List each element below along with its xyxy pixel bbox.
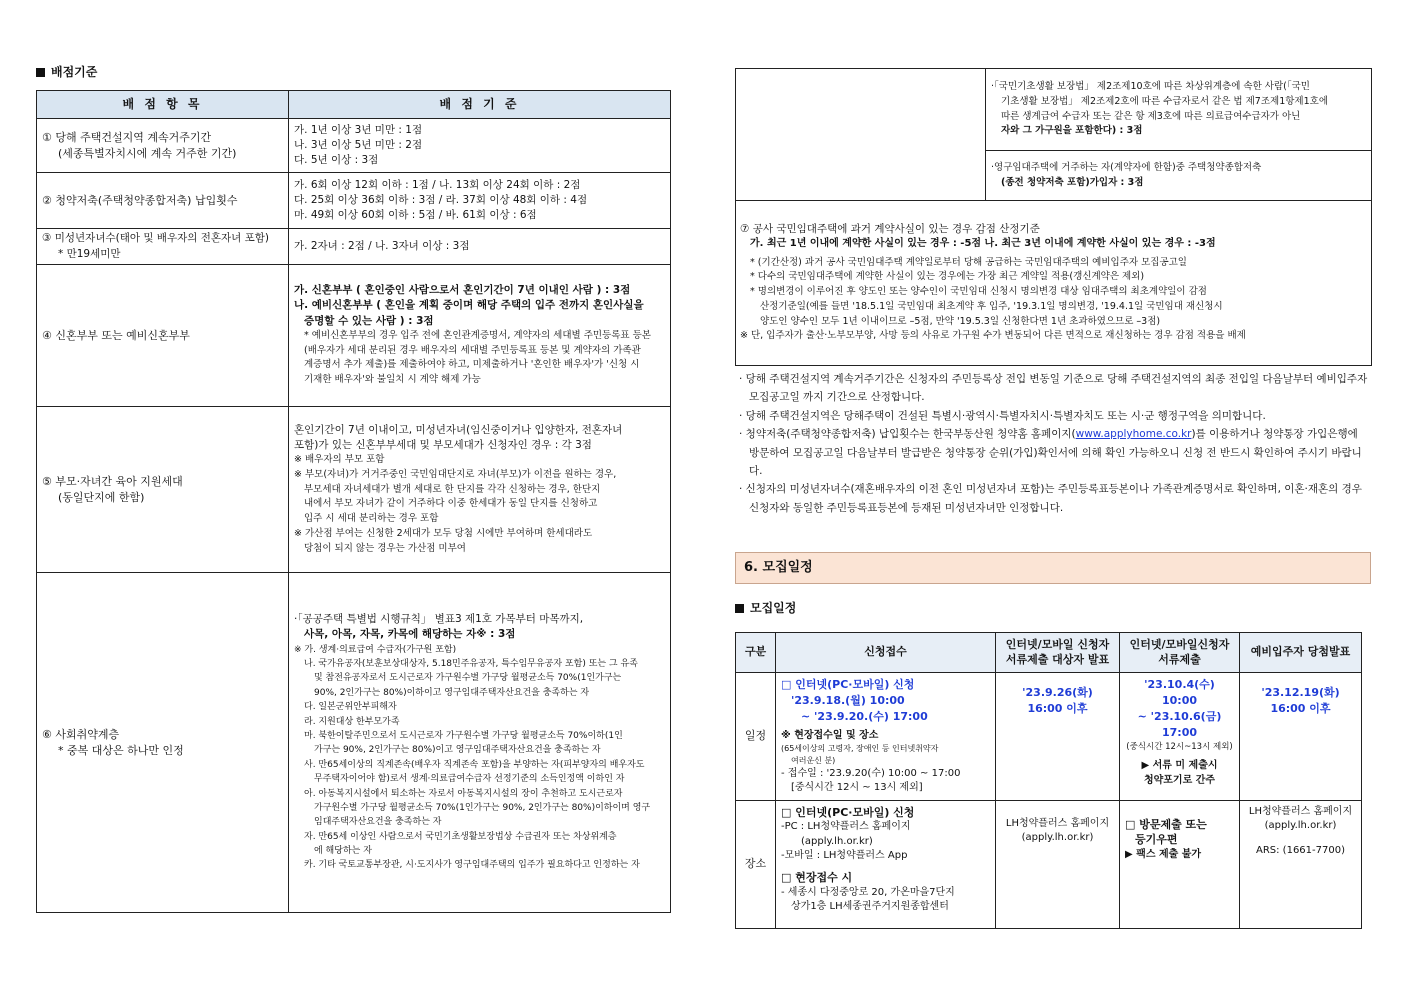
note-line: * 예비신혼부부의 경우 입주 전에 혼인관계증명서, 계약자의 세대별 주민등록표 등본 xyxy=(304,329,651,341)
row7-title: ⑦ 공사 국민임대주택에 과거 계약사실이 있는 경우 감점 산정기준 xyxy=(740,222,1040,235)
bullet-text: )를 이용하거나 청약통장 가입은행에 방문하여 모집공고일 다음날부터 발급받은 청약통장 순위(가입)확인서에 의해 확인 가능하오니 신청 전 반드시 확인하여 주시기 바랍니다. xyxy=(749,428,1362,477)
note-line: 에 해당하는 자 xyxy=(314,846,372,857)
notice-bullets xyxy=(735,370,1371,517)
criteria-line: 혼인기간이 7년 이내이고, 미성년자녀(임신중이거나 입양한자, 전혼자녀 xyxy=(294,423,623,436)
cell-line: ARS: (1661-7700) xyxy=(1256,844,1345,856)
note-line: 자. 만65세 이상인 사람으로서 국민기초생활보장법상 수급권자 또는 차상위계층 xyxy=(304,831,617,842)
cell-line: □ 방문제출 또는 xyxy=(1125,817,1207,831)
list-item: · 신청자의 미성년자녀수(재혼배우자의 이전 혼인 미성년자녀 포함)는 주민등록표등본이나 가족관계증명서로 확인하며, 이혼·재혼의 경우 신청자와 동일한 주민등록표등본에 등재된 미성년자녀만 인정합니다. xyxy=(739,483,1362,514)
cell-line: ▶ 팩스 제출 불가 xyxy=(1125,849,1202,861)
cell-line: ~ '23.10.6(금) 17:00 xyxy=(1137,709,1222,739)
note-line: 양도인 양수인 모두 1년 이내이므로 –5점, 만약 '19.5.3일 신청한다면 1년 초과하였으므로 –3점) xyxy=(760,315,1161,327)
cell-line: '23.9.18.(월) 10:00 xyxy=(791,693,905,707)
note-line: ·영구임대주택에 거주하는 자(계약자에 한함)중 주택청약종합저축 xyxy=(991,161,1262,173)
square-bullet-icon xyxy=(36,68,45,77)
criteria-line: ·「공공주택 특별법 시행규칙」 별표3 제1호 가목부터 마목까지, xyxy=(294,613,584,626)
note-line: 나. 국가유공자(보훈보상대상자, 5.18민주유공자, 특수임무유공자 포함) 또는 그 유족 xyxy=(304,658,638,669)
note-line: ※ 가산점 부여는 신청한 2세대가 모두 당첨 시에만 부여하며 한세대라도 xyxy=(294,527,593,539)
applyhome-link[interactable]: www.applyhome.co.kr xyxy=(1075,428,1192,441)
cell-line: (apply.lh.or.kr) xyxy=(1021,832,1094,843)
criteria-line: 나. 3년 이상 5년 미만 : 2점 xyxy=(294,138,423,151)
note-line: ·「국민기초생활 보장법」 제2조제10호에 따른 차상위계층에 속한 사람(「국민 xyxy=(991,81,1310,93)
cell-line: □ 인터넷(PC·모바일) 신청 xyxy=(781,678,915,691)
section-title: 모집일정 xyxy=(750,601,797,615)
header-doc-submit: 인터넷/모바일신청자 서류제출 xyxy=(1120,633,1240,673)
cell-line: 상가1층 LH세종권주거지원종합센터 xyxy=(791,901,949,913)
criteria-line: 다. 25회 이상 36회 이하 : 3점 / 라. 37회 이상 48회 이하 : 4점 xyxy=(294,193,588,206)
table-row xyxy=(37,173,671,229)
cell-line: (apply.lh.or.kr) xyxy=(1264,820,1337,831)
criteria-line: 마. 49회 이상 60회 이하 : 5점 / 바. 61회 이상 : 6점 xyxy=(294,209,537,222)
section-heading-schedule xyxy=(735,600,796,617)
cell-line: '23.9.26(화) xyxy=(1022,686,1093,699)
cell-line: (중식시간 12시~13시 제외) xyxy=(1126,741,1233,752)
note-line: 가구는 90%, 2인가구는 80%)이고 영구임대주택자산요건을 충족하는 자 xyxy=(314,745,601,756)
list-item xyxy=(735,425,1371,480)
row-item-label: ③ 미성년자녀수(태아 및 배우자의 전혼자녀 포함) xyxy=(42,232,270,245)
criteria-line: 다. 5년 이상 : 3점 xyxy=(294,154,379,167)
criteria-line: 나. 예비신혼부부 ( 혼인을 계획 중이며 해당 주택의 입주 전까지 혼인사실을 xyxy=(294,299,644,312)
cell-line: 여러운신 분) xyxy=(791,755,836,765)
row-item-sub: (세종특별자치시에 계속 거주한 기간) xyxy=(58,146,237,160)
note-line: 기초생활 보장법」 제2조제2호에 따른 수급자로서 같은 법 제7조제1항제1호에 xyxy=(1001,95,1328,107)
table-row xyxy=(37,407,671,573)
cell-line: ~ '23.9.20.(수) 17:00 xyxy=(801,709,928,723)
row7-line: 가. 최근 1년 이내에 계약한 사실이 있는 경우 : -5점 나. 최근 3년 이내에 계약한 사실이 있는 경우 : -3점 xyxy=(750,238,1216,250)
table-row xyxy=(37,265,671,407)
note-line: 가구원수별 가구당 월평균소득 70%(1인가구는 90%, 2인가구는 80%)이하이며 영구 xyxy=(314,802,651,813)
criteria-line: 가. 1년 이상 3년 미만 : 1점 xyxy=(294,123,423,136)
cell-line: LH청약플러스 홈페이지 xyxy=(1248,805,1353,817)
criteria-line: 가. 신혼부부 ( 혼인중인 사람으로서 혼인기간이 7년 이내인 사람 ) : 3점 xyxy=(294,284,631,297)
section-title: 배점기준 xyxy=(51,65,98,79)
cell-line: (apply.lh.or.kr) xyxy=(801,835,873,847)
row-item-label: ① 당해 주택건설지역 계속거주기간 xyxy=(42,130,212,144)
criteria-line: 가. 6회 이상 12회 이하 : 1점 / 나. 13회 이상 24회 이하 : 2점 xyxy=(294,178,581,191)
criteria-line: 사목, 아목, 자목, 카목에 해당하는 자※ : 3점 xyxy=(304,628,516,641)
row-item-label: ② 청약저축(주택청약종합저축) 납입횟수 xyxy=(37,173,289,229)
note-line: 90%, 2인가구는 80%)이하이고 영구임대주택자산요건을 충족하는 자 xyxy=(314,687,590,698)
cell-line: 16:00 이후 xyxy=(1270,701,1331,715)
note-line: 기재한 배우자'와 불일치 시 계약 해제 가능 xyxy=(304,374,481,386)
cell-line: ▶ 서류 미 제출시 xyxy=(1141,760,1218,772)
row-label: 장소 xyxy=(736,800,776,928)
note-line: 당첨이 되지 않는 경우는 가산점 미부여 xyxy=(304,542,466,554)
table-row xyxy=(37,229,671,265)
row-item-label: ④ 신혼부부 또는 예비신혼부부 xyxy=(37,265,289,407)
cell-line: LH청약플러스 홈페이지 xyxy=(1005,817,1110,829)
row-item-sub: * 만19세미만 xyxy=(58,247,121,260)
table-row xyxy=(736,800,1362,928)
table-row xyxy=(736,673,1362,801)
section-6-title: 6. 모집일정 xyxy=(735,552,1371,584)
header-doc-target-announce: 인터넷/모바일 신청자 서류제출 대상자 발표 xyxy=(996,633,1120,673)
schedule-table xyxy=(735,632,1362,929)
header-category: 구분 xyxy=(736,633,776,673)
note-line: 무주택자이어야 함)로서 생계·의료급여수급자 선정기준의 소득인정액 이하인 자 xyxy=(314,774,625,785)
note-line: 계증명서 추가 제출)를 제출하여야 하고, 미제출하거나 '혼인한 배우자'가 '신청 시 xyxy=(304,359,640,371)
note-line: 및 참전유공자로서 도시근로자 가구원수별 가구당 월평균소득 70%(1인가구는 xyxy=(314,673,622,684)
cell-line: - 접수일 : '23.9.20(수) 10:00 ~ 17:00 xyxy=(781,767,961,779)
cell-line: 청약포기로 간주 xyxy=(1143,774,1216,786)
note-line: 내에서 부모 자녀가 같이 거주하다 이중 한세대가 동일 단지를 신청하고 xyxy=(304,498,598,510)
note-line: 사. 만65세이상의 직계존속(배우자 직계존속 포함)을 부양하는 자(피부양자의 배우자도 xyxy=(304,759,645,770)
cell-line: ※ 현장접수일 및 장소 xyxy=(781,729,879,741)
note-line: (종전 청약저축 포함)가입자 : 3점 xyxy=(1001,176,1144,188)
cell-line: 등기우편 xyxy=(1135,833,1178,847)
row-item-sub: (동일단지에 한함) xyxy=(58,490,145,504)
cell-line: [중식시간 12시 ~ 13시 제외] xyxy=(791,782,923,793)
note-line: 부모세대 자녀세대가 별개 세대로 한 단지를 각각 신청하는 경우, 한단지 xyxy=(304,483,601,495)
cell-line: □ 현장접수 시 xyxy=(781,870,853,884)
bullet-text: · 청약저축(주택청약종합저축) 납입횟수는 한국부동산원 청약홈 홈페이지( xyxy=(739,428,1076,441)
criteria-line: 가. 2자녀 : 2점 / 나. 3자녀 이상 : 3점 xyxy=(289,229,671,265)
note-line: 자와 그 가구원을 포함한다) : 3점 xyxy=(1001,125,1143,137)
cell-line: -모바일 : LH청약플러스 App xyxy=(781,850,908,862)
note-line: ※ 부모(자녀)가 거거주중인 국민임대단지로 자녀(부모)가 이전을 원하는 경우, xyxy=(294,468,617,480)
note-line: 따른 생계급여 수급자 또는 같은 항 제3호에 따른 의료급여수급자가 아닌 xyxy=(1001,110,1301,122)
cell-line: - 세종시 다정중앙로 20, 가온마을7단지 xyxy=(781,886,955,898)
note-line: ※ 가. 생계·의료급여 수급자(가구원 포함) xyxy=(294,644,457,655)
note-line: 입주 시 세대 분리하는 경우 포함 xyxy=(304,513,439,525)
criteria-line: 포함)가 있는 신혼부부세대 및 부모세대가 신청자인 경우 : 각 3점 xyxy=(294,438,592,451)
note-line: 아. 아동복지시설에서 퇴소하는 자로서 아동복지시설의 장이 추천하고 도시근로자 xyxy=(304,788,623,799)
row-item-label: ⑤ 부모·자녀간 육아 지원세대 xyxy=(42,474,183,488)
header-criteria: 배 점 기 준 xyxy=(289,91,671,119)
list-item: · 당해 주택건설지역은 당해주택이 건설된 특별시·광역시·특별자치시·특별자치도 또는 시·군 행정구역을 의미합니다. xyxy=(739,409,1266,422)
list-item: · 당해 주택건설지역 계속거주기간은 신청자의 주민등록상 전입 변동일 기준으로 당해 주택건설지역의 최종 전입일 다음날부터 예비입주자 모집공고일 까지 기간으로 산정합니다. xyxy=(739,373,1368,404)
header-application: 신청접수 xyxy=(776,633,996,673)
note-line: 다. 일본군위안부피해자 xyxy=(304,702,397,713)
header-winner-announce: 예비입주자 당첨발표 xyxy=(1240,633,1362,673)
row-item-label: ⑥ 사회취약계층 xyxy=(42,727,120,741)
note-line: 라. 지원대상 한부모가족 xyxy=(304,716,400,727)
section-heading-scoring xyxy=(36,64,97,81)
header-item: 배 점 항 목 xyxy=(37,91,289,119)
note-line: ※ 단, 입주자가 출산·노부모부양, 사망 등의 사유로 가구원 수가 변동되어 다른 면적으로 재신청하는 경우 감점 적용을 배제 xyxy=(740,330,1246,342)
note-line: 임대주택자산요건을 충족하는 자 xyxy=(314,817,442,828)
criteria-line: 증명할 수 있는 사람 ) : 3점 xyxy=(304,314,434,327)
cell-line: -PC : LH청약플러스 홈페이지 xyxy=(781,821,911,833)
note-line: * 명의변경이 이루어진 후 양도인 또는 양수인이 국민임대 신청시 명의변경 대상 임대주택의 최초계약일이 감점 xyxy=(750,286,1207,298)
table-row xyxy=(37,119,671,173)
note-line: 마. 북한이탈주민으로서 도시근로자 가구원수별 가구당 월평균소득 70%이하(1인 xyxy=(304,730,623,741)
scoring-table xyxy=(36,90,671,913)
cell-line: □ 인터넷(PC·모바일) 신청 xyxy=(781,805,915,819)
note-line: * (기간산정) 과거 공사 국민임대주택 계약일로부터 당해 공급하는 국민임대주택의 예비입주자 모집공고일 xyxy=(750,256,1187,268)
cell-line: 16:00 이후 xyxy=(1027,701,1088,715)
note-line: * 다수의 국민임대주택에 계약한 사실이 있는 경우에는 가장 최근 계약일 적용(갱신계약은 제외) xyxy=(750,271,1145,283)
table-row xyxy=(736,69,1372,151)
row-label: 일정 xyxy=(736,673,776,801)
scoring-table-continued xyxy=(735,68,1372,366)
table-row xyxy=(736,201,1372,366)
row-item-sub: * 중복 대상은 하나만 인정 xyxy=(58,743,184,757)
cell-line: '23.12.19(화) xyxy=(1261,686,1340,699)
square-bullet-icon xyxy=(735,604,744,613)
note-line: ※ 배우자의 부모 포함 xyxy=(294,454,385,466)
table-row xyxy=(37,573,671,913)
note-line: 카. 기타 국토교통부장관, 시·도지사가 영구임대주택의 입주가 필요하다고 인정하는 자 xyxy=(304,860,640,871)
note-line: (배우자가 세대 분리된 경우 배우자의 세대별 주민등록표 등본 및 계약자의 가족관 xyxy=(304,344,641,356)
note-line: 산정기준일(예를 들면 '18.5.1일 국민임대 최초계약 후 입주, '19.3.1일 명의변경, '19.4.1일 국민임대 재신청시 xyxy=(760,300,1223,312)
cell-line: '23.10.4(수) 10:00 xyxy=(1144,678,1215,707)
cell-line: (65세이상의 고령자, 장애인 등 인터넷취약자 xyxy=(781,744,939,754)
